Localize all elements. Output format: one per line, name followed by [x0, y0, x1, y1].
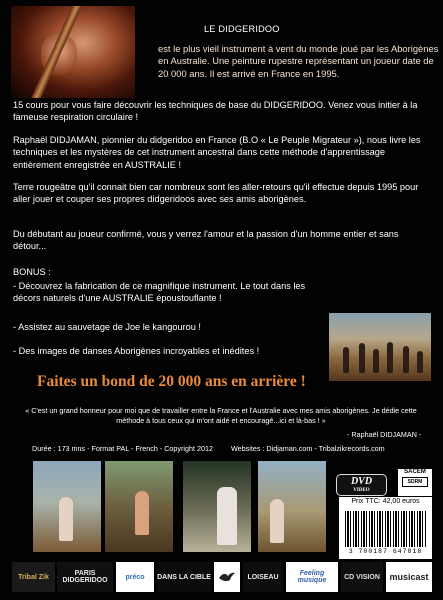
- didgeridoo-instrument: [29, 6, 86, 98]
- sacem-label: SACEM: [404, 469, 426, 475]
- paragraph-courses: 15 cours pour vous faire découvrir les techniques de base du DIDGERIDOO. Venez vous initier à la fameuse respiration circulaire !: [13, 100, 418, 123]
- logo-tribal-zik: Tribal Zik: [12, 562, 55, 592]
- barcode-bars: [345, 511, 426, 547]
- thumbnail-koala: [183, 461, 251, 552]
- thumbnail-bush: [258, 461, 326, 552]
- logo-cd-vision: CD VISION: [341, 562, 383, 592]
- sacem-logo: [398, 469, 432, 496]
- websites-info: Websites : Didjaman.com - Tribalzikrecords.com: [231, 444, 385, 453]
- logo-paris-didgeridoo: PARIS DIDGERIDOO: [57, 562, 113, 592]
- logo-feeling-musique: Feeling musique: [286, 562, 338, 592]
- author-quote: « C'est un grand honneur pour moi que de travailler entre la France et l'Australie avec mes amis aborigènes. Je dédie cette méthode à tous ceux qui m'ont aidé et encouragé...ici et là-bas ! »: [25, 406, 417, 426]
- headline: Faites un bond de 20 000 ans en arrière !: [37, 373, 306, 390]
- sdrm-label: SDRM: [402, 477, 428, 487]
- price-label: Prix TTC: 42,00 euros: [339, 497, 432, 507]
- paragraph-author: Raphaël DIDJAMAN, pionnier du didgeridoo en France (B.O « Le Peuple Migrateur »), nous livre les techniques et les mystères de cet instrument ancestral dans cette méthode d'apprentissage entièrement enregistrée en AUSTRALIE !: [13, 135, 421, 170]
- bonus-item: - Découvrez la fabrication de ce magnifique instrument. Le tout dans les décors naturels d'une AUSTRALIE époustouflante !: [13, 281, 306, 304]
- bonus-item: - Des images de danses Aborigènes incroyables et inédites !: [13, 346, 260, 356]
- logo-bird-icon: [214, 562, 240, 592]
- logo-loiseau: LOISEAU: [243, 562, 283, 592]
- logo-musicast: musicast: [386, 562, 432, 592]
- barcode-number: 3 700187 647818: [348, 548, 423, 555]
- logo-preco: préco: [116, 562, 154, 592]
- didgeridoo-player-photo: [11, 6, 135, 98]
- thumbnail-wood-pile: [105, 461, 173, 552]
- format-info: Durée : 173 mns - Format PAL - French - Copyright 2012: [32, 444, 213, 453]
- aboriginal-dance-photo: [329, 313, 431, 381]
- thumbnail-player-outdoor: [33, 461, 101, 552]
- barcode: [339, 507, 432, 559]
- bonus-title: BONUS :: [13, 267, 51, 277]
- page-title: LE DIDGERIDOO: [204, 24, 280, 34]
- quote-signature: - Raphaël DIDJAMAN -: [347, 430, 422, 439]
- paragraph-land: Terre rougeâtre qu'il connait bien car nombreux sont les aller-retours qu'il effectue depuis 1995 pour aller jouer et couper ses propres didgeridoos avec ses amis aborigènes.: [13, 182, 419, 205]
- intro-text: est le plus vieil instrument à vent du monde joué par les Aborigènes en Australie. Une peinture rupestre représentant un joueur date de 20 000 ans. Il est arrivé en France en 1995.: [158, 43, 439, 79]
- logo-dans-la-cible: DANS LA CIBLE: [157, 562, 211, 592]
- dvd-sub-label: VIDEO: [353, 488, 370, 493]
- bonus-item: - Assistez au sauvetage de Joe le kangourou !: [13, 322, 201, 332]
- paragraph-audience: Du débutant au joueur confirmé, vous y verrez l'amour et la passion d'un homme entier et sans détour...: [13, 229, 399, 252]
- dvd-video-logo: [336, 474, 387, 496]
- dvd-label: DVD: [350, 476, 373, 487]
- bird-icon: [218, 570, 236, 584]
